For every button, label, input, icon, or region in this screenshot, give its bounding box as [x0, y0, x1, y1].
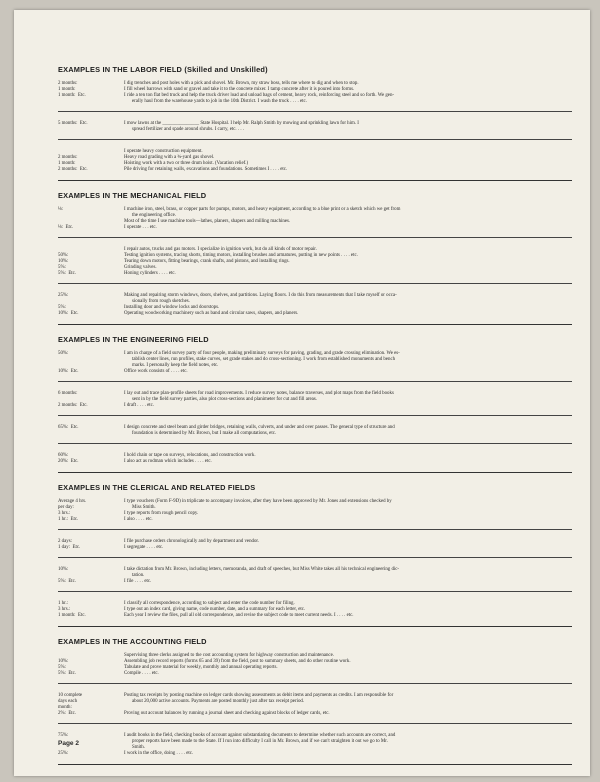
- duty-description: proper reports have been made to the State. If I run into difficulty I call in Mr. Brown, and if we can't straighten it out we go to Mr.: [132, 739, 388, 744]
- section: [58, 191, 572, 325]
- example-line: [58, 751, 572, 757]
- duty-description: Proving out account balances by running a journal sheet and checking against blocks of ledger cards, etc.: [124, 711, 330, 716]
- duty-description: I classify all correspondence, according to subject and enter the code number for filing.: [124, 601, 295, 606]
- duty-description: Hoisting work with a two or three drum hoist. (Vacation relief.): [124, 161, 249, 166]
- example-entry: [58, 601, 572, 619]
- example-entry: [58, 391, 572, 409]
- example-line: [58, 459, 572, 465]
- duty-description: I segregate . . . . etc.: [124, 545, 164, 550]
- time-allocation: 5%: Etc.: [58, 271, 77, 276]
- time-allocation: 25%:: [58, 293, 69, 298]
- duty-description: spread fertilizer and spade around shrubs. I carry, etc. . . .: [132, 127, 244, 132]
- divider: [58, 683, 572, 684]
- example-line: [58, 517, 572, 523]
- example-line: [58, 99, 572, 105]
- time-allocation: 10%: Etc.: [58, 369, 79, 374]
- duty-description: Each year I review the files, pull all old correspondence, and revise the subject code to meet current needs. I . . . . etc.: [124, 613, 354, 618]
- example-line: [58, 579, 572, 585]
- time-allocation: 2%: Etc.: [58, 711, 77, 716]
- duty-description: Office work consists of . . . . etc.: [124, 369, 188, 374]
- time-allocation: 10 complete: [58, 693, 83, 698]
- time-allocation: 2 days:: [58, 539, 72, 544]
- example-entry: [58, 293, 572, 317]
- example-entry: [58, 693, 572, 717]
- divider: [58, 591, 572, 592]
- time-allocation: 3 hrs.:: [58, 511, 71, 516]
- time-allocation: 65%: Etc.: [58, 425, 79, 430]
- time-allocation: ⅛: Etc.: [58, 225, 74, 230]
- time-allocation: 10%:: [58, 659, 69, 664]
- example-line: [58, 613, 572, 619]
- duty-description: I take dictation from Mr. Brown, including letters, memoranda, and draft of speeches, but Miss White takes all his technical engineering dic-: [124, 567, 400, 572]
- duty-description: I operate . . . etc.: [124, 225, 157, 230]
- time-allocation: 10%: Etc.: [58, 311, 79, 316]
- section-title: EXAMPLES IN THE ACCOUNTING FIELD: [58, 637, 207, 646]
- duty-description: I also act as rodman which includes . . . . etc.: [124, 459, 212, 464]
- section-divider: [58, 472, 572, 473]
- duty-description: Compile . . . . etc.: [124, 671, 159, 676]
- example-line: [58, 711, 572, 717]
- section-title: EXAMPLES IN THE LABOR FIELD (Skilled and Unskilled): [58, 65, 268, 74]
- duty-description: Heavy road grading with a ¾-yard gas shovel.: [124, 155, 215, 160]
- duty-description: I hold chain or tape on surveys, relocations, and construction work.: [124, 453, 256, 458]
- section-divider: [58, 180, 572, 181]
- time-allocation: 2 months:: [58, 155, 78, 160]
- time-allocation: 1 month:: [58, 161, 76, 166]
- duty-description: Operating woodworking machinery such as band and circular saws, shapers, and planers.: [124, 311, 299, 316]
- divider: [58, 381, 572, 382]
- section: [58, 483, 572, 627]
- duty-description: I mow lawns at the _______________ State Hospital. I help Mr. Ralph Smith by mowing and sprinkling lawn for him. I: [124, 121, 359, 126]
- time-allocation: 5%: Etc.: [58, 579, 77, 584]
- duty-description: the engineering office.: [132, 213, 177, 218]
- time-allocation: 1 hr.: Etc.: [58, 517, 79, 522]
- duty-description: I lay out and trace plan-profile sheets for road improvements. I reduce survey notes, balance traverses, and plot maps from the field books: [124, 391, 394, 396]
- example-entry: [58, 567, 572, 585]
- duty-description: I work in the office, doing . . . . etc.: [124, 751, 194, 756]
- time-allocation: Average 4 hrs.: [58, 499, 87, 504]
- time-allocation: 3 hrs.:: [58, 607, 71, 612]
- time-allocation: 50%:: [58, 253, 69, 258]
- duty-description: Tearing down motors, fitting bearings, crank shafts, and pistons, and installing rings.: [124, 259, 290, 264]
- duty-description: Making and repairing storm windows, doors, shelves, and partitions. Laying floors. I do this from measurements that I take myself or occa-: [124, 293, 397, 298]
- example-line: [58, 431, 572, 437]
- divider: [58, 415, 572, 416]
- duty-description: Smith.: [132, 745, 145, 750]
- example-entry: [58, 81, 572, 105]
- time-allocation: 60%:: [58, 453, 69, 458]
- page-content: [58, 65, 572, 775]
- section-title: EXAMPLES IN THE ENGINEERING FIELD: [58, 335, 209, 344]
- section: [58, 637, 572, 765]
- duty-description: I type reports from rough pencil copy.: [124, 511, 199, 516]
- example-entry: [58, 425, 572, 437]
- duty-description: foundation is determined by Mr. Brown, but I make all computations, etc.: [132, 431, 277, 436]
- time-allocation: 20%: Etc.: [58, 459, 79, 464]
- duty-description: about 20,000 active accounts. Payments are posted monthly just after tax receipt period.: [132, 699, 305, 704]
- duty-description: I dig trenches and post holes with a pick and shovel. Mr. Brown, my straw boss, tells me where to dig and when to stop.: [124, 81, 359, 86]
- duty-description: I am in charge of a field survey party of four people, making preliminary surveys for paving, grading, and grade crossing elimination. We es-: [124, 351, 400, 356]
- example-line: [58, 369, 572, 375]
- time-allocation: 75%:: [58, 733, 69, 738]
- time-allocation: month:: [58, 705, 72, 710]
- time-allocation: 50%:: [58, 351, 69, 356]
- duty-description: I fill wheel barrows with sand or gravel and take it to the concrete mixer. I tamp concrete after it is poured into forms.: [124, 87, 355, 92]
- time-allocation: [58, 431, 124, 437]
- section: [58, 65, 572, 181]
- duty-description: Supervising three clerks assigned to the cost accounting system for highway construction and maintenance.: [124, 653, 334, 658]
- time-allocation: 5%:: [58, 265, 66, 270]
- divider: [58, 723, 572, 724]
- section: [58, 335, 572, 473]
- example-entry: [58, 207, 572, 231]
- duty-description: tablish center lines, run profiles, stake curves, set grade stakes and do cross-sectioning. I work from established monuments and bench: [132, 357, 396, 362]
- divider: [58, 139, 572, 140]
- duty-description: I file . . . . etc.: [124, 579, 152, 584]
- duty-description: Posting tax receipts by posting machine on ledger cards showing assessments as debit items and payments as credits. I am responsible for: [124, 693, 394, 698]
- duty-description: Assembling job record reports (forms 65 and 39) from the field, post to summary sheets, and do other routine work.: [124, 659, 351, 664]
- example-line: [58, 545, 572, 551]
- duty-description: erally haul from the warehouse yards to job in the 10th District. I wash the truck . . . . etc.: [132, 99, 307, 104]
- example-line: [58, 225, 572, 231]
- duty-description: Most of the time I use machine tools—lathes, planers, shapers and milling machines.: [124, 219, 291, 224]
- duty-description: Miss Smith.: [132, 505, 156, 510]
- duty-description: I audit books in the field, checking books of account against substantiating documents to determine whether such accounts are correct, and: [124, 733, 396, 738]
- example-entry: [58, 499, 572, 523]
- example-line: [58, 167, 572, 173]
- time-allocation: 5 months: Etc.: [58, 121, 88, 126]
- divider: [58, 111, 572, 112]
- time-allocation: 2 months: Etc.: [58, 167, 88, 172]
- section-divider: [58, 764, 572, 765]
- example-line: [58, 671, 572, 677]
- time-allocation: 10%:: [58, 259, 69, 264]
- duty-description: Grinding valves.: [124, 265, 157, 270]
- example-line: [58, 127, 572, 133]
- page-footer: Page 2: [58, 740, 79, 747]
- divider: [58, 557, 572, 558]
- time-allocation: 1 month: Etc.: [58, 613, 86, 618]
- time-allocation: 1 hr.:: [58, 601, 69, 606]
- time-allocation: 1 month:: [58, 87, 76, 92]
- time-allocation: 2 months: Etc.: [58, 403, 88, 408]
- time-allocation: 5%:: [58, 665, 66, 670]
- time-allocation: 5%: Etc.: [58, 671, 77, 676]
- duty-description: I also . . . . etc.: [124, 517, 153, 522]
- duty-description: tation.: [132, 573, 145, 578]
- time-allocation: 25%:: [58, 751, 69, 756]
- section-title: EXAMPLES IN THE MECHANICAL FIELD: [58, 191, 207, 200]
- time-allocation: 6 months:: [58, 391, 78, 396]
- duty-description: sionally from rough sketches.: [132, 299, 190, 304]
- duty-description: I file purchase orders chronologically and by department and vendor.: [124, 539, 259, 544]
- time-allocation: days each: [58, 699, 78, 704]
- example-entry: [58, 733, 572, 757]
- duty-description: Installing door and window locks and doorstops.: [124, 305, 220, 310]
- time-allocation: 10%:: [58, 567, 69, 572]
- example-entry: [58, 121, 572, 133]
- example-line: [58, 271, 572, 277]
- document-page: [14, 10, 590, 776]
- example-line: [58, 403, 572, 409]
- section-title: EXAMPLES IN THE CLERICAL AND RELATED FIELDS: [58, 483, 256, 492]
- section-divider: [58, 324, 572, 325]
- time-allocation: [58, 99, 124, 105]
- duty-description: I design concrete and steel beam and girder bridges, retaining walls, culverts, and under and over passes. The general type of structure and: [124, 425, 395, 430]
- divider: [58, 443, 572, 444]
- duty-description: I type vouchers (Form F-9D) in triplicate to accompany invoices, after they have been approved by Mr. Jones and extensions checked by: [124, 499, 392, 504]
- duty-description: I type out an index card, giving name, code number, date, and a summary for each letter, etc.: [124, 607, 306, 612]
- time-allocation: 1 month: Etc.: [58, 93, 86, 98]
- duty-description: I draft . . . . etc.: [124, 403, 155, 408]
- time-allocation: per day:: [58, 505, 74, 510]
- time-allocation: ⅛:: [58, 207, 64, 212]
- duty-description: I operate heavy construction equipment.: [124, 149, 203, 154]
- time-allocation: [58, 127, 124, 133]
- time-allocation: 2 months:: [58, 81, 78, 86]
- duty-description: Tabulate and prove material for weekly, monthly and annual operating reports.: [124, 665, 278, 670]
- example-entry: [58, 539, 572, 551]
- time-allocation: 5%:: [58, 305, 66, 310]
- example-entry: [58, 247, 572, 277]
- divider: [58, 237, 572, 238]
- duty-description: I machine iron, steel, brass, or copper parts for pumps, motors, and heavy equipment, according to a blue print or a sketch which we get from: [124, 207, 401, 212]
- duty-description: Testing ignition systems, tracing shorts, timing motors, installing brushes and armatures, putting in new points . . . . etc.: [124, 253, 358, 258]
- example-entry: [58, 653, 572, 677]
- example-line: [58, 311, 572, 317]
- duty-description: marks. I personally keep the field notes, etc.: [132, 363, 219, 368]
- duty-description: Honing cylinders . . . . etc.: [124, 271, 176, 276]
- divider: [58, 283, 572, 284]
- section-divider: [58, 626, 572, 627]
- divider: [58, 529, 572, 530]
- example-entry: [58, 453, 572, 465]
- duty-description: Pile driving for retaining walls, excavations and foundations. Sometimes I . . . . etc.: [124, 167, 288, 172]
- duty-description: I ride a ten ton flat bed truck and help the truck driver load and unload bags of cement, heavy rock, reinforcing steel and so forth. We gen-: [124, 93, 395, 98]
- time-allocation: 1 day: Etc.: [58, 545, 81, 550]
- duty-description: I repair autos, trucks and gas motors. I specialize in ignition work, but do all kinds of motor repair.: [124, 247, 317, 252]
- duty-description: sent in by the field survey parties, also plot cross-sections and planimeter for cut and fill areas.: [132, 397, 317, 402]
- example-entry: [58, 149, 572, 173]
- example-entry: [58, 351, 572, 375]
